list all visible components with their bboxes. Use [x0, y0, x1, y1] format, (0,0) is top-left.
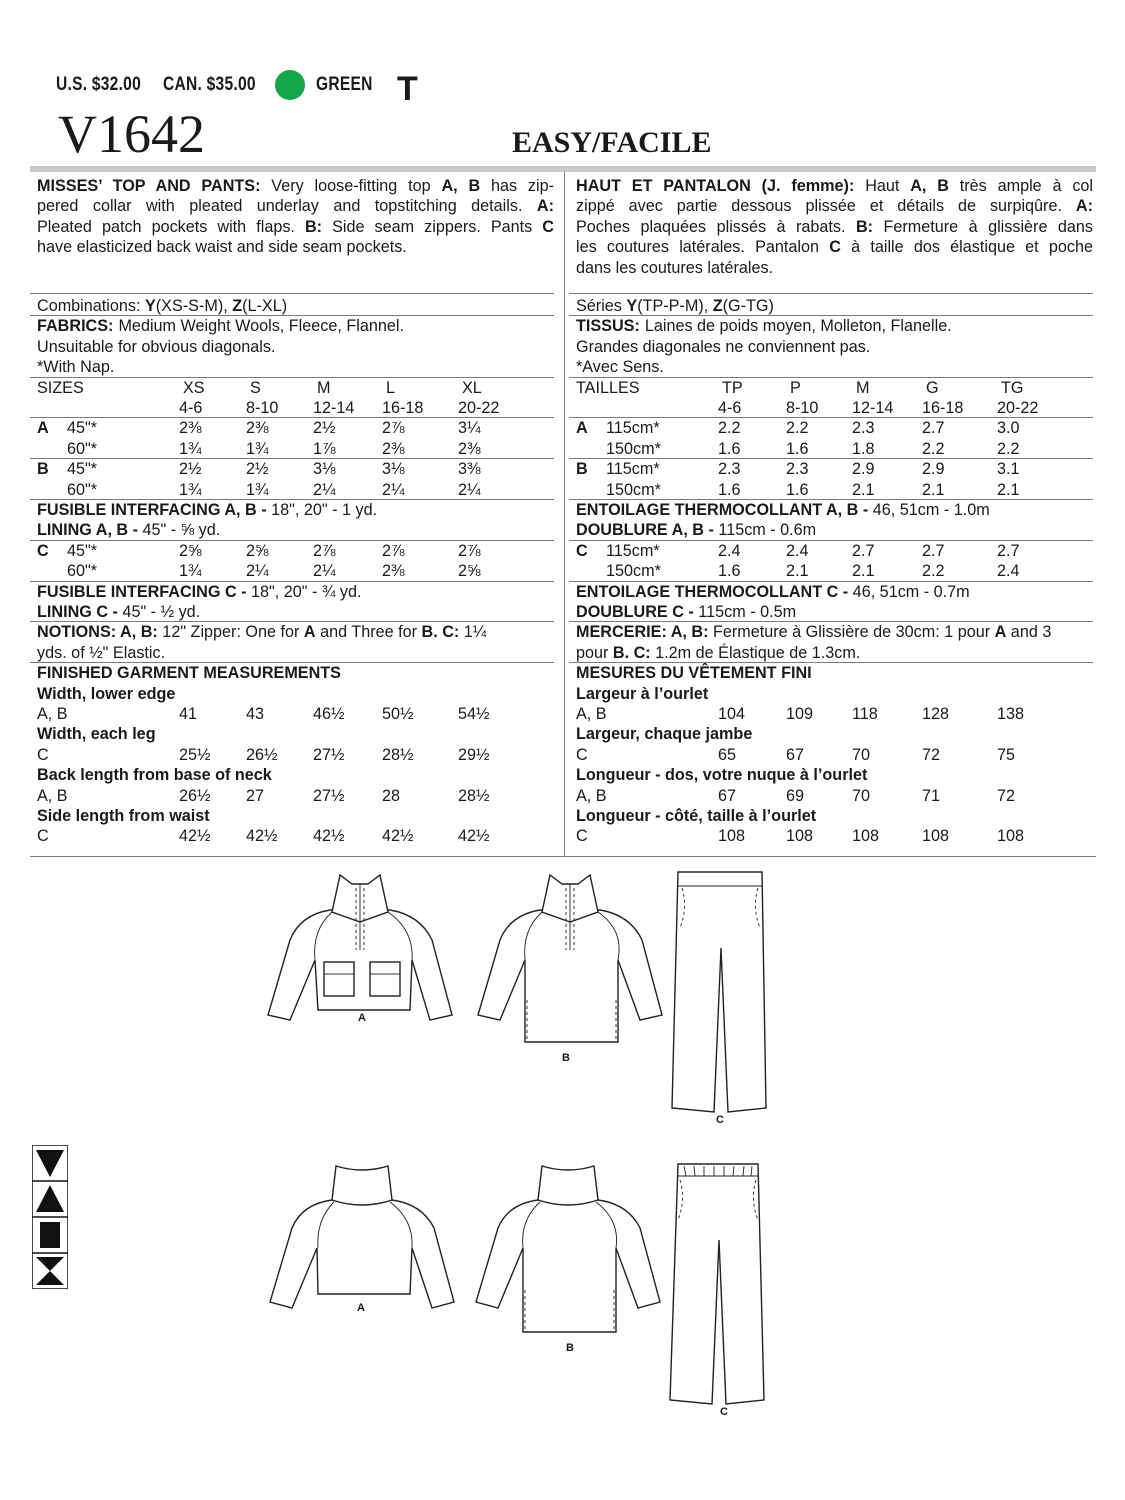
- fr-fabrics-text: Laines de poids moyen, Molleton, Flanelle.: [644, 317, 952, 336]
- fr-lining-c-text: DOUBLURE C - 115cm - 0.5m: [576, 603, 797, 621]
- fr-b-row2-width: 150cm*: [606, 480, 661, 499]
- en-range-3: 16-18: [382, 399, 424, 417]
- fr-b-row2-v3: 2.1: [922, 480, 945, 499]
- en-size-1: S: [250, 378, 261, 397]
- fr-m1-v4: 138: [997, 705, 1025, 723]
- fr-m2-v3: 72: [922, 745, 941, 764]
- fr-desc-line-3: Poches plaquées plissés à rabats. B: Fermeture à glissière dans: [576, 217, 1094, 236]
- fr-c-row1-v1: 2.4: [786, 541, 809, 560]
- fr-b-row2-v4: 2.1: [997, 480, 1020, 499]
- en-range-1: 8-10: [246, 399, 279, 417]
- price-can: CAN. $35.00: [163, 74, 256, 95]
- pattern-code: V1642: [58, 104, 205, 164]
- fr-b-row2-v1: 1.6: [786, 480, 809, 499]
- en-b-row2-v3: 2¼: [382, 480, 405, 499]
- fr-c-row1-v4: 2.7: [997, 541, 1020, 560]
- hourglass-marker-icon: [32, 1253, 68, 1289]
- french-column: [576, 170, 1093, 860]
- fr-m1-label: A, B: [576, 705, 607, 723]
- fr-b-row2-v2: 2.1: [852, 480, 875, 499]
- fr-a-row1-v3: 2.7: [922, 419, 945, 438]
- en-c-row2-width: 60"*: [67, 562, 98, 581]
- fr-m3-v0: 67: [718, 786, 737, 805]
- fr-desc-line-4: les coutures latérales. Pantalon C à taille dos élastique et poche: [576, 238, 1093, 257]
- fr-combinations-text: Séries Y(TP-P-M), Z(G-TG): [576, 297, 774, 315]
- fr-c-row2-v3: 2.2: [922, 562, 945, 581]
- en-m3-label: A, B: [37, 786, 68, 805]
- en-b-row1-v2: 3⅛: [313, 460, 336, 479]
- fr-m2-v2: 70: [852, 745, 871, 764]
- fr-m1-title: Largeur à l’ourlet: [576, 684, 709, 703]
- en-desc-line-4: have elasticized back waist and side seam pockets.: [37, 238, 407, 257]
- fr-b-row1-v2: 2.9: [852, 460, 875, 479]
- fr-c-row1-v3: 2.7: [922, 541, 945, 560]
- front-view-c-sketch: [666, 868, 776, 1118]
- fr-m4-v4: 108: [997, 827, 1025, 846]
- en-b-row1-view: B: [37, 460, 49, 479]
- en-c-row1-v0: 2⅝: [179, 541, 202, 560]
- fr-b-row1-v1: 2.3: [786, 460, 809, 479]
- fr-c-row1-view: C: [576, 541, 588, 560]
- color-name: GREEN: [316, 74, 373, 95]
- back-view-a-sketch: [262, 1162, 462, 1312]
- en-m2-label: C: [37, 745, 49, 764]
- en-b-row2-v0: 1¾: [179, 480, 202, 499]
- en-desc-line-3: Pleated patch pockets with flaps. B: Side seam zippers. Pants C: [37, 217, 554, 236]
- en-m3-title: Back length from base of neck: [37, 766, 272, 785]
- fr-c-row2-v0: 1.6: [718, 562, 741, 581]
- en-m1-v1: 43: [246, 705, 265, 723]
- fr-m3-v3: 71: [922, 786, 941, 805]
- fr-m3-v1: 69: [786, 786, 805, 805]
- fr-m1-v1: 109: [786, 705, 814, 723]
- fr-b-row1-width: 115cm*: [606, 460, 660, 479]
- fr-size-0: TP: [722, 378, 743, 397]
- en-c-row2-v2: 2¼: [313, 562, 336, 581]
- en-fusible-ab-text: FUSIBLE INTERFACING A, B - 18", 20" - 1 yd.: [37, 501, 378, 519]
- back-view-c-label: C: [720, 1406, 728, 1418]
- english-column: [37, 170, 554, 860]
- en-b-row2-width: 60"*: [67, 480, 98, 499]
- en-m2-title: Width, each leg: [37, 725, 156, 744]
- en-size-0: XS: [183, 378, 205, 397]
- en-a-row1-v1: 2⅜: [246, 419, 269, 438]
- en-b-row2-v4: 2¼: [458, 480, 481, 499]
- en-size-4: XL: [462, 378, 482, 397]
- fr-fabrics-label: TISSUS:: [576, 317, 640, 336]
- table-bottom-rule: [30, 856, 1096, 857]
- en-range-4: 20-22: [458, 399, 500, 417]
- fr-a-row2-width: 150cm*: [606, 439, 661, 458]
- en-a-row2-v0: 1¾: [179, 439, 202, 458]
- en-m4-label: C: [37, 827, 49, 846]
- fr-range-0: 4-6: [718, 399, 742, 417]
- fr-m4-title: Longueur - côté, taille à l’ourlet: [576, 807, 817, 825]
- fr-a-row1-v0: 2.2: [718, 419, 741, 438]
- en-fabrics-text: Medium Weight Wools, Fleece, Flannel.: [118, 317, 404, 336]
- fr-b-row1-v3: 2.9: [922, 460, 945, 479]
- fr-m3-v4: 72: [997, 786, 1016, 805]
- en-m2-v2: 27½: [313, 745, 345, 764]
- en-b-row1-v3: 3⅛: [382, 460, 405, 479]
- en-desc-line-1: [37, 176, 554, 196]
- fr-a-row2-v0: 1.6: [718, 439, 741, 458]
- fr-c-row2-width: 150cm*: [606, 562, 661, 581]
- en-m2-v0: 25½: [179, 745, 211, 764]
- en-b-row2-v2: 2¼: [313, 480, 336, 499]
- fr-a-row1-view: A: [576, 419, 588, 438]
- en-m2-v4: 29½: [458, 745, 490, 764]
- fr-nap-text: *Avec Sens.: [576, 358, 664, 377]
- en-m1-v2: 46½: [313, 705, 345, 723]
- fr-lining-ab-text: DOUBLURE A, B - 115cm - 0.6m: [576, 521, 817, 540]
- fr-a-row2-v3: 2.2: [922, 439, 945, 458]
- front-view-a-label: A: [358, 1012, 366, 1024]
- fr-fusible-c-text: ENTOILAGE THERMOCOLLANT C - 46, 51cm - 0.7m: [576, 582, 970, 601]
- en-fusible-c-text: FUSIBLE INTERFACING C - 18", 20" - ¾ yd.: [37, 582, 362, 601]
- en-c-row1-v4: 2⅞: [458, 541, 481, 560]
- fr-size-4: TG: [1001, 378, 1024, 397]
- fr-m4-v2: 108: [852, 827, 880, 846]
- fr-b-row1-v4: 3.1: [997, 460, 1020, 479]
- back-view-b-sketch: [468, 1162, 668, 1342]
- en-b-row1-v4: 3⅜: [458, 460, 481, 479]
- fr-m4-label: C: [576, 827, 588, 846]
- fr-m3-title: Longueur - dos, votre nuque à l’ourlet: [576, 766, 868, 785]
- en-lining-ab-text: LINING A, B - 45" - ⅝ yd.: [37, 521, 221, 540]
- fr-a-row2-v1: 1.6: [786, 439, 809, 458]
- fr-range-2: 12-14: [852, 399, 894, 417]
- front-view-b-sketch: [470, 870, 670, 1050]
- fr-b-row1-v0: 2.3: [718, 460, 741, 479]
- en-c-row1-v1: 2⅝: [246, 541, 269, 560]
- en-b-row1-v0: 2½: [179, 460, 202, 479]
- en-b-row2-v1: 1¾: [246, 480, 269, 499]
- fr-c-row1-v0: 2.4: [718, 541, 741, 560]
- color-dot-icon: [275, 70, 305, 100]
- fr-notions-1-text: MERCERIE: A, B: Fermeture à Glissière de 30cm: 1 pour A and 3: [576, 623, 1052, 642]
- fr-a-row1-width: 115cm*: [606, 419, 660, 438]
- en-c-row2-v4: 2⅝: [458, 562, 481, 581]
- back-view-b-label: B: [566, 1342, 574, 1354]
- fr-m1-v0: 104: [718, 705, 746, 723]
- en-c-row2-v3: 2⅜: [382, 562, 405, 581]
- en-a-row1-v3: 2⅞: [382, 419, 405, 438]
- en-m1-v0: 41: [179, 705, 198, 723]
- fr-finished-text: MESURES DU VÊTEMENT FINI: [576, 664, 812, 683]
- en-m4-v0: 42½: [179, 827, 211, 846]
- en-nap-text: *With Nap.: [37, 358, 115, 377]
- en-c-row1-width: 45"*: [67, 541, 98, 560]
- en-a-row1-v0: 2⅜: [179, 419, 202, 438]
- en-range-0: 4-6: [179, 399, 203, 417]
- fr-a-row1-v4: 3.0: [997, 419, 1020, 438]
- fr-m2-label: C: [576, 745, 588, 764]
- fr-desc-1: Haut A, B très ample à col: [865, 177, 1094, 195]
- en-m4-v2: 42½: [313, 827, 345, 846]
- en-a-row2-v1: 1¾: [246, 439, 269, 458]
- fr-range-3: 16-18: [922, 399, 964, 417]
- fr-fusible-ab-text: ENTOILAGE THERMOCOLLANT A, B - 46, 51cm - 1.0m: [576, 501, 990, 519]
- en-a-row2-v3: 2⅜: [382, 439, 405, 458]
- fr-m2-v1: 67: [786, 745, 805, 764]
- fr-m2-v4: 75: [997, 745, 1016, 764]
- front-view-a-sketch: [260, 870, 460, 1030]
- en-c-row2-v1: 2¼: [246, 562, 269, 581]
- fr-desc-line-1: [576, 176, 1093, 196]
- fr-m4-v1: 108: [786, 827, 814, 846]
- en-notions-2-text: yds. of ½" Elastic.: [37, 643, 166, 662]
- en-a-row2-v4: 2⅜: [458, 439, 481, 458]
- fr-c-row1-v2: 2.7: [852, 541, 875, 560]
- triangle-down-marker-icon: [32, 1145, 68, 1181]
- en-title: MISSES’ TOP AND PANTS:: [37, 177, 261, 195]
- en-fabrics: [37, 316, 404, 336]
- en-m2-v1: 26½: [246, 745, 278, 764]
- fr-size-2: M: [856, 378, 870, 397]
- fr-size-3: G: [926, 378, 939, 397]
- en-m1-title: Width, lower edge: [37, 684, 176, 703]
- fr-m2-title: Largeur, chaque jambe: [576, 725, 753, 744]
- fr-a-row2-v2: 1.8: [852, 439, 875, 458]
- en-desc-1: Very loose-fitting top A, B has zip-: [271, 177, 554, 195]
- en-m1-v3: 50½: [382, 705, 414, 723]
- fr-m3-v2: 70: [852, 786, 871, 805]
- en-m3-v3: 28: [382, 786, 401, 805]
- price-us: U.S. $32.00: [56, 74, 141, 95]
- en-c-row1-v2: 2⅞: [313, 541, 336, 560]
- fr-b-row2-v0: 1.6: [718, 480, 741, 499]
- fr-m1-v2: 118: [852, 705, 878, 723]
- fr-range-4: 20-22: [997, 399, 1039, 417]
- en-combinations-text: Combinations: Y(XS-S-M), Z(L-XL): [37, 297, 288, 315]
- en-b-row1-width: 45"*: [67, 460, 98, 479]
- fr-c-row2-v4: 2.4: [997, 562, 1020, 581]
- en-unsuitable-text: Unsuitable for obvious diagonals.: [37, 337, 276, 356]
- fr-a-row2-v4: 2.2: [997, 439, 1020, 458]
- en-a-row1-width: 45"*: [67, 419, 98, 438]
- pattern-letter: T: [397, 70, 418, 108]
- en-notions-1-text: NOTIONS: A, B: 12" Zipper: One for A and Three for B. C: 1¼: [37, 623, 487, 642]
- fr-fabrics: [576, 316, 952, 336]
- fr-a-row1-v2: 2.3: [852, 419, 875, 438]
- front-view-c-label: C: [716, 1114, 724, 1126]
- en-desc-line-2: pered collar with pleated underlay and topstitching details. A:: [37, 197, 554, 216]
- fr-b-row1-view: B: [576, 460, 588, 479]
- en-m1-v4: 54½: [458, 705, 490, 723]
- en-range-2: 12-14: [313, 399, 355, 417]
- fr-m1-v3: 128: [922, 705, 950, 723]
- en-combo-rule: [30, 293, 554, 294]
- fr-size-1: P: [790, 378, 801, 397]
- en-lining-c-text: LINING C - 45" - ½ yd.: [37, 603, 201, 621]
- en-a-row2-v2: 1⅞: [313, 439, 336, 458]
- fr-notions-2-text: pour B. C: 1.2m de Élastique de 1.3cm.: [576, 643, 861, 662]
- en-m4-v3: 42½: [382, 827, 414, 846]
- fr-c-row1-width: 115cm*: [606, 541, 660, 560]
- triangle-up-marker-icon: [32, 1181, 68, 1217]
- en-m3-v1: 27: [246, 786, 265, 805]
- en-m4-v4: 42½: [458, 827, 490, 846]
- en-c-row2-v0: 1¾: [179, 562, 202, 581]
- en-finished-text: FINISHED GARMENT MEASUREMENTS: [37, 664, 341, 683]
- en-m2-v3: 28½: [382, 745, 414, 764]
- en-m3-v0: 26½: [179, 786, 211, 805]
- fr-m3-label: A, B: [576, 786, 607, 805]
- en-size-2: M: [317, 378, 331, 397]
- fr-desc-line-5: dans les coutures latérales.: [576, 258, 774, 277]
- en-m1-label: A, B: [37, 705, 68, 723]
- en-c-row1-v3: 2⅞: [382, 541, 405, 560]
- difficulty-label: EASY/FACILE: [512, 126, 712, 159]
- en-fabrics-label: FABRICS:: [37, 317, 114, 336]
- fr-range-1: 8-10: [786, 399, 819, 417]
- fr-desc-line-2: zippé avec partie dessous plissée et détails de surpiqûre. A:: [576, 197, 1093, 216]
- en-a-row1-v2: 2½: [313, 419, 336, 438]
- en-m3-v2: 27½: [313, 786, 345, 805]
- en-size-3: L: [386, 378, 396, 397]
- fr-unsuitable-text: Grandes diagonales ne conviennent pas.: [576, 337, 871, 356]
- en-a-row1-view: A: [37, 419, 49, 438]
- en-m3-v4: 28½: [458, 786, 490, 805]
- fr-c-row2-v1: 2.1: [786, 562, 809, 581]
- fr-m2-v0: 65: [718, 745, 737, 764]
- fr-sizes-label: TAILLES: [576, 378, 640, 397]
- fr-combo-rule: [569, 293, 1093, 294]
- fr-a-row1-v1: 2.2: [786, 419, 809, 438]
- fr-c-row2-v2: 2.1: [852, 562, 875, 581]
- en-a-row2-width: 60"*: [67, 439, 98, 458]
- square-marker-icon: [32, 1217, 68, 1253]
- back-view-c-sketch: [664, 1160, 774, 1412]
- en-a-row1-v4: 3¼: [458, 419, 481, 438]
- en-b-row1-v1: 2½: [246, 460, 269, 479]
- en-sizes-label: SIZES: [37, 378, 84, 397]
- back-view-a-label: A: [357, 1302, 365, 1314]
- column-divider: [564, 172, 565, 856]
- fr-m4-v0: 108: [718, 827, 746, 846]
- front-view-b-label: B: [562, 1052, 570, 1064]
- en-c-row1-view: C: [37, 541, 49, 560]
- en-m4-title: Side length from waist: [37, 807, 210, 825]
- fr-m4-v3: 108: [922, 827, 950, 846]
- en-m4-v1: 42½: [246, 827, 278, 846]
- fr-title: HAUT ET PANTALON (J. femme):: [576, 177, 855, 195]
